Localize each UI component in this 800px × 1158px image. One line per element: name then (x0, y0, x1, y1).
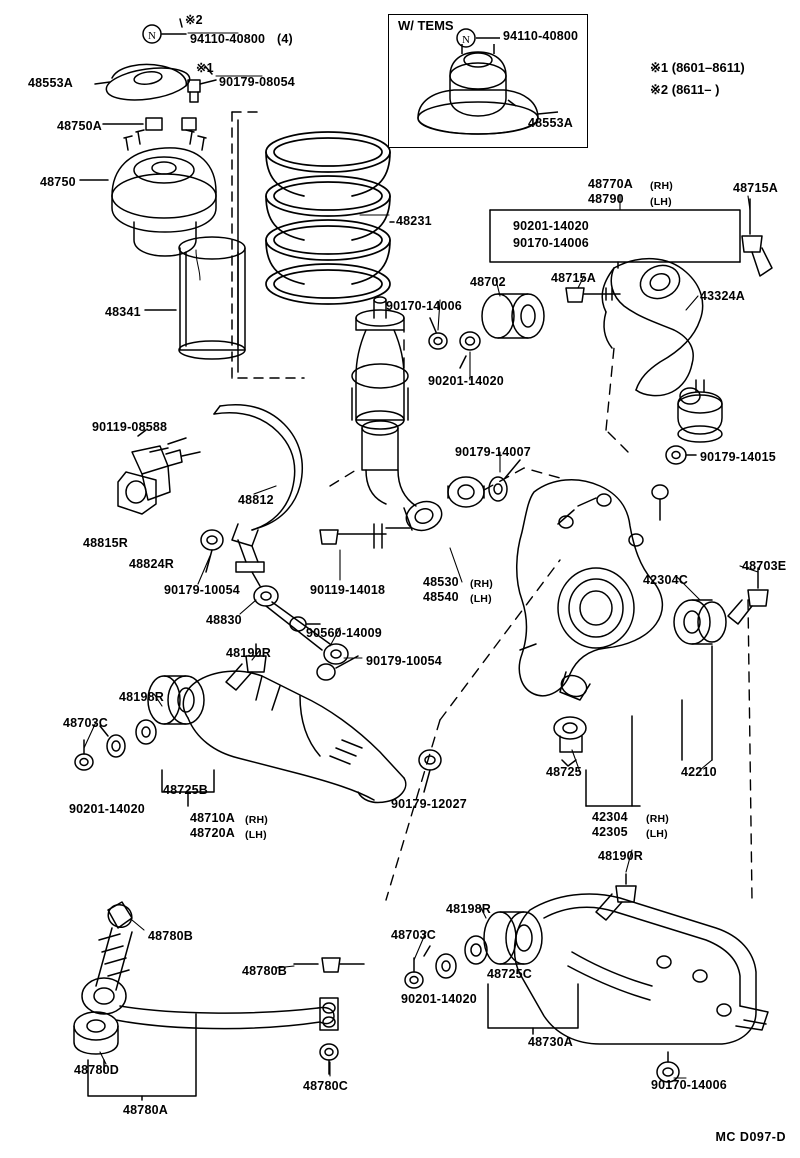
part-label: 48720A (190, 826, 235, 840)
note-2-mark: ※2 (650, 82, 669, 97)
part-label: 48703C (391, 928, 436, 942)
part-label: (LH) (650, 196, 672, 208)
part-label: 48703C (63, 716, 108, 730)
part-label: 48703E (742, 559, 787, 573)
part-label: 48750A (57, 119, 102, 133)
part-label: 90179-10054 (366, 654, 442, 668)
part-label: 90201-14020 (428, 374, 504, 388)
part-label: 48190R (226, 646, 271, 660)
tems-part-94110-40800: 94110-40800 (503, 29, 579, 43)
note-2-text: (8611– ) (671, 82, 720, 97)
part-label: 48530 (423, 575, 459, 589)
part-label: 48824R (129, 557, 174, 571)
part-label: 48702 (470, 275, 506, 289)
part-label: 48812 (238, 493, 274, 507)
part-label: 48231 (396, 214, 432, 228)
part-label: (LH) (646, 828, 668, 840)
part-label: 48553A (28, 76, 73, 90)
part-label: 42304C (643, 573, 688, 587)
part-label: 48190R (598, 849, 643, 863)
part-label: 48715A (551, 271, 596, 285)
part-label: 48341 (105, 305, 141, 319)
part-label: 48725B (163, 783, 208, 797)
note-1-mark: ※1 (650, 60, 669, 75)
part-label: 48198R (119, 690, 164, 704)
part-label: 94110-40800 (190, 32, 266, 46)
part-label: 90201-14020 (513, 219, 589, 233)
tems-part-48553A: 48553A (528, 116, 573, 130)
part-label: 48815R (83, 536, 128, 550)
part-label: 90179-12027 (391, 797, 467, 811)
part-label: 48780A (123, 1103, 168, 1117)
part-label: 48540 (423, 590, 459, 604)
part-label: 48780C (303, 1079, 348, 1093)
part-label: 48710A (190, 811, 235, 825)
part-label: 48780B (148, 929, 193, 943)
part-label: (RH) (470, 578, 493, 590)
part-label: 48780B (242, 964, 287, 978)
svg-text:N: N (148, 30, 156, 42)
part-label: 48725C (487, 967, 532, 981)
part-label: 42210 (681, 765, 717, 779)
part-label: 90119-08588 (92, 420, 168, 434)
part-label: 42305 (592, 825, 628, 839)
part-label: (RH) (646, 813, 669, 825)
part-label: 90119-14018 (310, 583, 386, 597)
svg-text:N: N (462, 34, 470, 46)
note-mark-2 (650, 82, 719, 98)
tems-inset-title: W/ TEMS (398, 18, 454, 33)
note-1-text: (8601–8611) (671, 60, 745, 75)
part-label: 48780D (74, 1063, 119, 1077)
part-label: 48830 (206, 613, 242, 627)
part-label: 90170-14006 (386, 299, 462, 313)
part-label: ※2 (185, 13, 203, 27)
part-label: 48725 (546, 765, 582, 779)
part-label: 43324A (700, 289, 745, 303)
part-label: 48750 (40, 175, 76, 189)
part-label: 90179-14015 (700, 450, 776, 464)
part-label: 48198R (446, 902, 491, 916)
part-label: (RH) (245, 814, 268, 826)
part-label: (LH) (470, 593, 492, 605)
part-label: 90170-14006 (651, 1078, 727, 1092)
part-label: 90170-14006 (513, 236, 589, 250)
note-mark-1 (650, 60, 745, 76)
diagram-footer-code: MC D097-D (715, 1130, 786, 1144)
part-label: 48730A (528, 1035, 573, 1049)
part-label: 48770A (588, 177, 633, 191)
part-label: 48790 (588, 192, 624, 206)
part-label: 90560-14009 (306, 626, 382, 640)
part-label: ※1 (196, 61, 214, 75)
part-label: (RH) (650, 180, 673, 192)
part-label: 90201-14020 (401, 992, 477, 1006)
part-label: 90179-14007 (455, 445, 531, 459)
part-label: 90179-08054 (219, 75, 295, 89)
part-label: (LH) (245, 829, 267, 841)
part-label: 90179-10054 (164, 583, 240, 597)
part-label: 90201-14020 (69, 802, 145, 816)
part-label: 48715A (733, 181, 778, 195)
part-label: (4) (277, 32, 293, 46)
part-label: 42304 (592, 810, 628, 824)
